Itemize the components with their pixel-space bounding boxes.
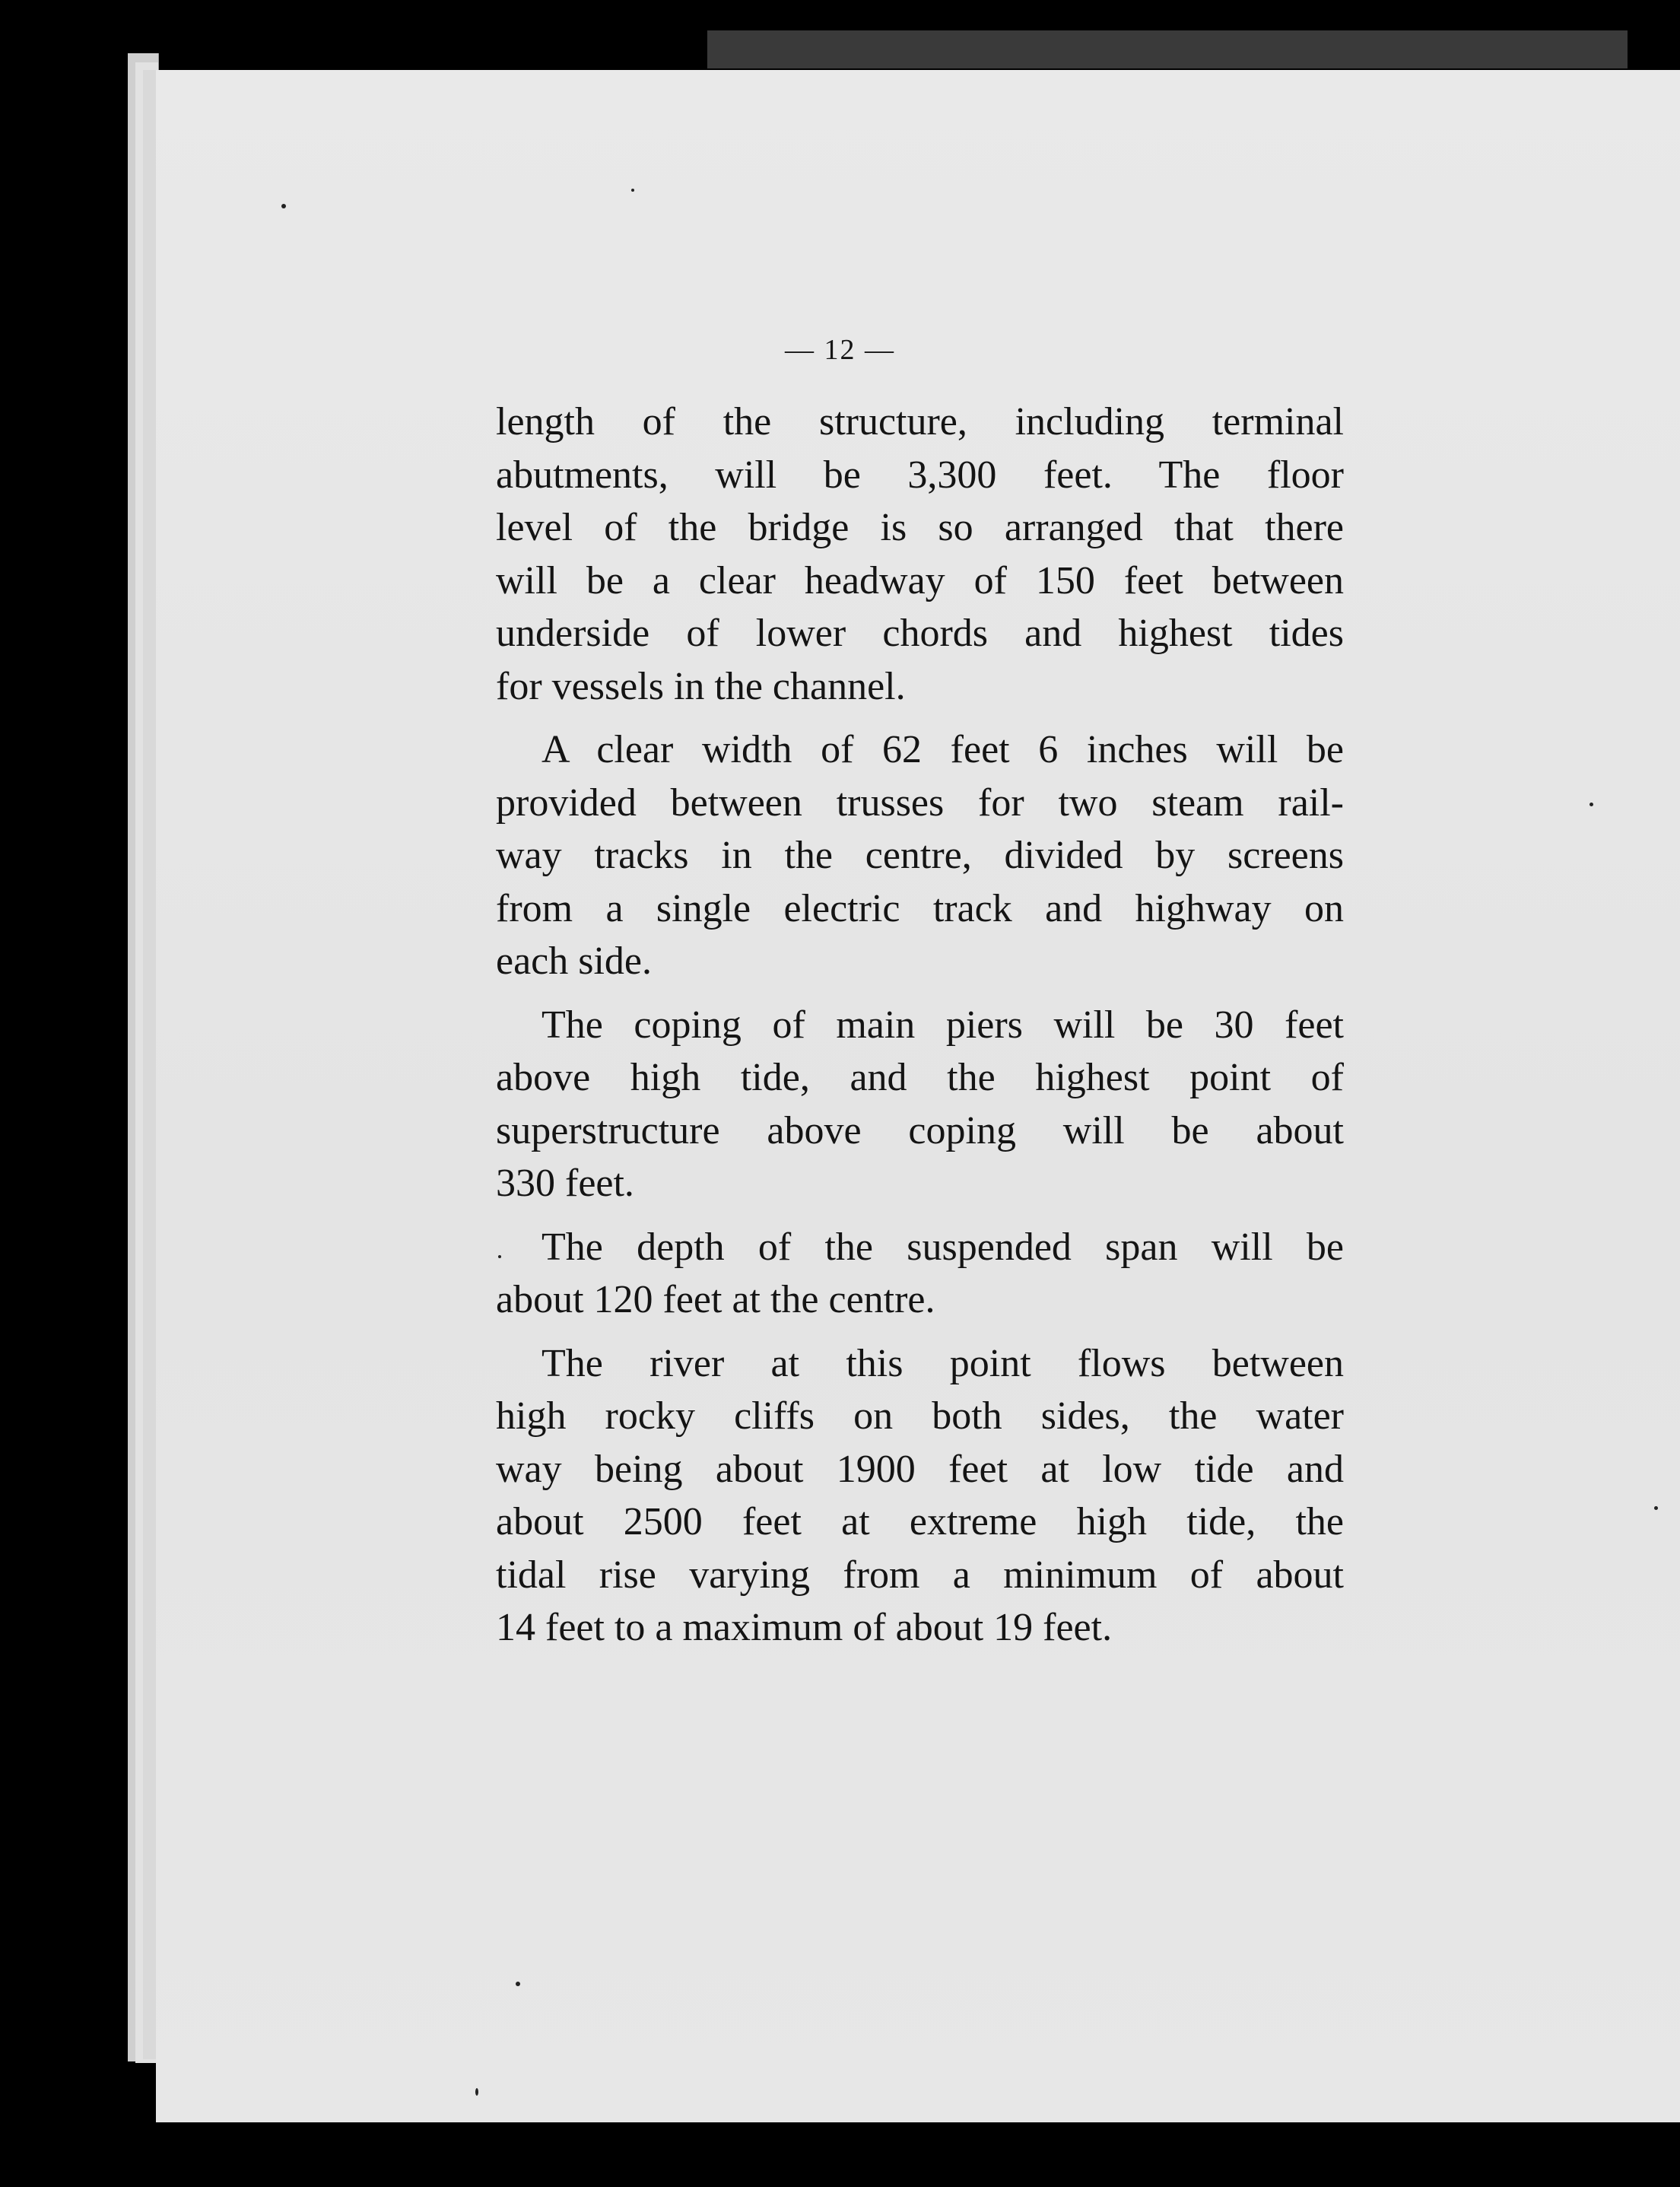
text-line: from a single electric track and highway on (496, 886, 1344, 930)
paragraph (496, 1221, 1344, 1327)
page-number: — 12 — (785, 334, 895, 366)
text-line: superstructure above coping will be about (496, 1108, 1344, 1152)
text-line: The river at this point flows between (541, 1341, 1344, 1385)
text-line: The coping of main piers will be 30 feet (541, 1003, 1344, 1047)
text-line: above high tide, and the highest point of (496, 1056, 1344, 1099)
text-line: level of the bridge is so arranged that there (496, 506, 1344, 549)
body-text (496, 396, 1344, 1655)
text-line: about 2500 feet at extreme high tide, the (496, 1500, 1344, 1543)
text-line: 14 feet to a maximum of about 19 feet. (496, 1606, 1113, 1649)
text-line: provided between trusses for two steam rail- (496, 780, 1344, 825)
text-line: abutments, will be 3,300 feet. The floor (496, 453, 1344, 497)
text-line: will be a clear headway of 150 feet between (496, 558, 1344, 602)
paragraph (496, 723, 1344, 988)
scan-speck (281, 204, 286, 208)
scan-speck (498, 1255, 501, 1258)
text-line: for vessels in the channel. (496, 664, 906, 708)
text-line: high rocky cliffs on both sides, the water (496, 1394, 1344, 1438)
text-line: length of the structure, including terminal (496, 400, 1344, 443)
text-line: tidal rise varying from a minimum of about (496, 1553, 1344, 1597)
text-line: underside of lower chords and highest tides (496, 612, 1344, 655)
text-line: way tracks in the centre, divided by screens (496, 834, 1344, 877)
scan-speck (516, 1982, 520, 1986)
text-line: each side. (496, 939, 653, 983)
scan-top-strip (707, 30, 1628, 68)
text-line: The depth of the suspended span will be (541, 1225, 1344, 1269)
text-line: way being about 1900 feet at low tide and (496, 1447, 1344, 1491)
text-line: about 120 feet at the centre. (496, 1278, 935, 1321)
text-line: A clear width of 62 feet 6 inches will be (541, 728, 1344, 771)
text-line: 330 feet. (496, 1162, 634, 1205)
paragraph (496, 999, 1344, 1210)
scan-speck (475, 2088, 478, 2096)
paragraph (496, 1337, 1344, 1655)
scan-speck (1654, 1506, 1658, 1510)
scan-speck (631, 189, 634, 192)
paragraph (496, 396, 1344, 713)
scan-speck (1589, 803, 1593, 806)
